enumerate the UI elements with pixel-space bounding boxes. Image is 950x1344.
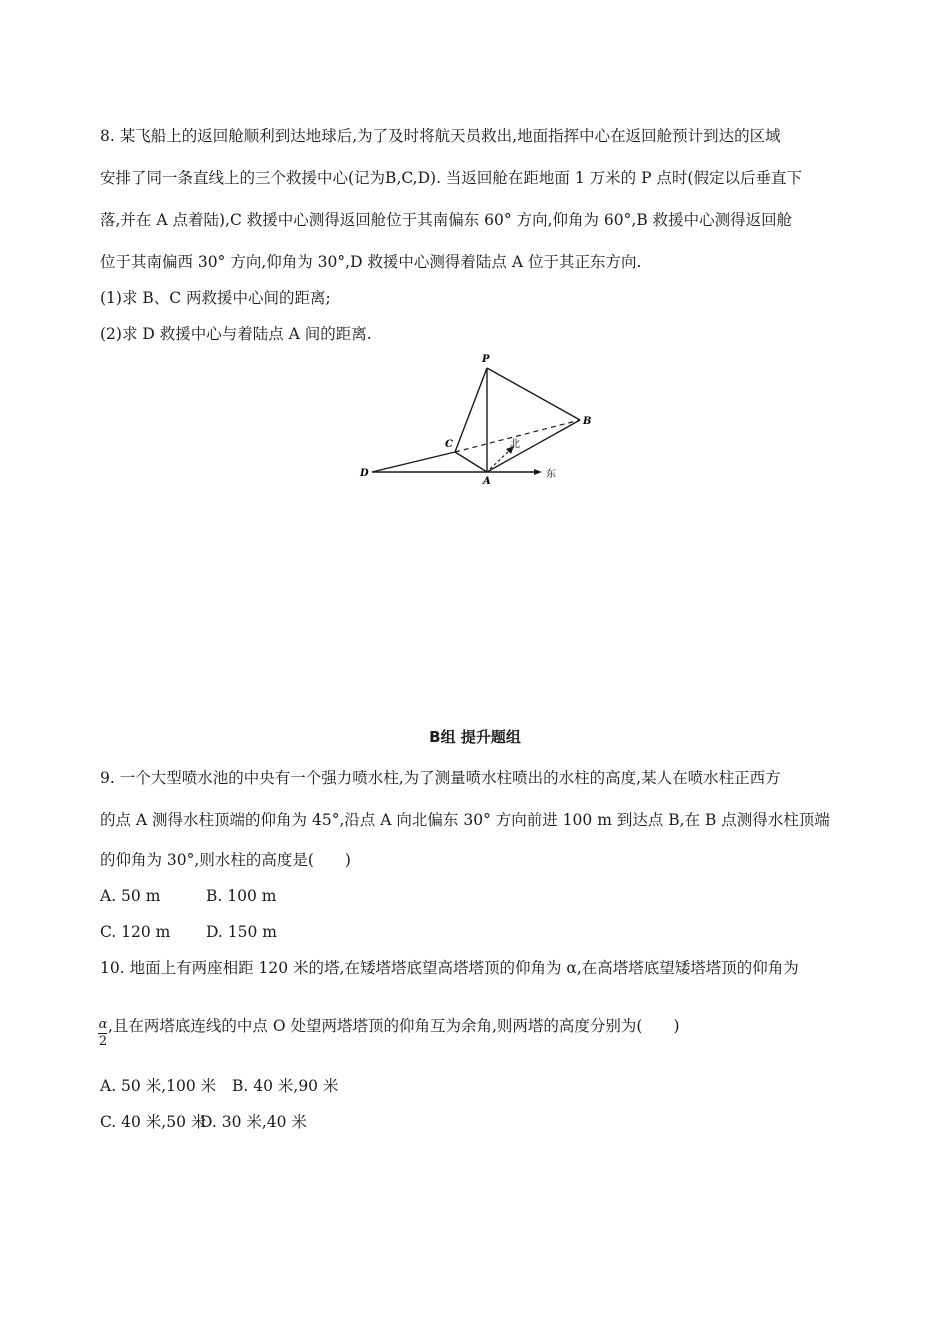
label-east: 东 xyxy=(546,469,556,480)
east-arrowhead xyxy=(534,469,542,475)
problem9-text-line3: 的仰角为 30°,则水柱的高度是( ) xyxy=(100,851,351,869)
label-B: B xyxy=(583,416,592,427)
problem9-text-line2: 的点 A 测得水柱顶端的仰角为 45°,沿点 A 向北偏东 30° 方向前进 100 m 到达点 B,在 B 点测得水柱顶端 xyxy=(100,811,830,829)
fraction-numerator: α xyxy=(98,1017,108,1032)
label-P: P xyxy=(482,354,490,365)
line-PB xyxy=(487,368,580,420)
line-CA xyxy=(455,452,487,472)
problem9-option-d: D. 150 m xyxy=(206,923,277,941)
problem9-option-c: C. 120 m xyxy=(100,923,171,941)
problem10-option-a: A. 50 米,100 米 xyxy=(100,1077,217,1095)
problem10-text-line2: ,且在两塔底连线的中点 O 处望两塔塔顶的仰角互为余角,则两塔的高度分别为( ) xyxy=(108,1017,680,1035)
label-D: D xyxy=(360,468,369,479)
geometry-figure xyxy=(350,350,610,490)
problem8-question2: (2)求 D 救援中心与着陆点 A 间的距离. xyxy=(100,325,372,343)
problem9-text-line1: 9. 一个大型喷水池的中央有一个强力喷水柱,为了测量喷水柱喷出的水柱的高度,某人在喷水柱正西方 xyxy=(100,769,781,787)
section-heading: B组 提升题组 xyxy=(429,728,521,746)
problem8-text-line3: 落,并在 A 点着陆),C 救援中心测得返回舱位于其南偏东 60° 方向,仰角为 60°,B 救援中心测得返回舱 xyxy=(100,211,793,229)
problem8-text-line1: 8. 某飞船上的返回舱顺利到达地球后,为了及时将航天员救出,地面指挥中心在返回舱预计到达的区域 xyxy=(100,127,781,145)
problem8-question1: (1)求 B、C 两救援中心间的距离; xyxy=(100,289,331,307)
label-C: C xyxy=(445,439,453,450)
line-PC xyxy=(455,368,487,452)
line-DC xyxy=(372,452,455,472)
problem9-option-b: B. 100 m xyxy=(206,887,277,905)
problem10-text-line1: 10. 地面上有两座相距 120 米的塔,在矮塔塔底望高塔塔顶的仰角为 α,在高塔塔底望矮塔塔顶的仰角为 xyxy=(100,959,799,977)
problem10-option-d: D. 30 米,40 米 xyxy=(200,1113,307,1131)
alpha-over-2-fraction xyxy=(98,1018,108,1049)
label-north: 北 xyxy=(510,439,520,450)
line-AB xyxy=(487,420,580,472)
north-arrow-dashed xyxy=(490,450,510,469)
label-A: A xyxy=(483,476,491,487)
problem9-option-a: A. 50 m xyxy=(100,887,161,905)
fraction-denominator: 2 xyxy=(98,1034,108,1049)
problem10-option-c: C. 40 米,50 米 xyxy=(100,1113,207,1131)
problem8-text-line4: 位于其南偏西 30° 方向,仰角为 30°,D 救援中心测得着陆点 A 位于其正东方向. xyxy=(100,253,642,271)
problem8-text-line2: 安排了同一条直线上的三个救援中心(记为B,C,D). 当返回舱在距地面 1 万米的 P 点时(假定以后垂直下 xyxy=(100,169,802,187)
problem10-option-b: B. 40 米,90 米 xyxy=(232,1077,339,1095)
